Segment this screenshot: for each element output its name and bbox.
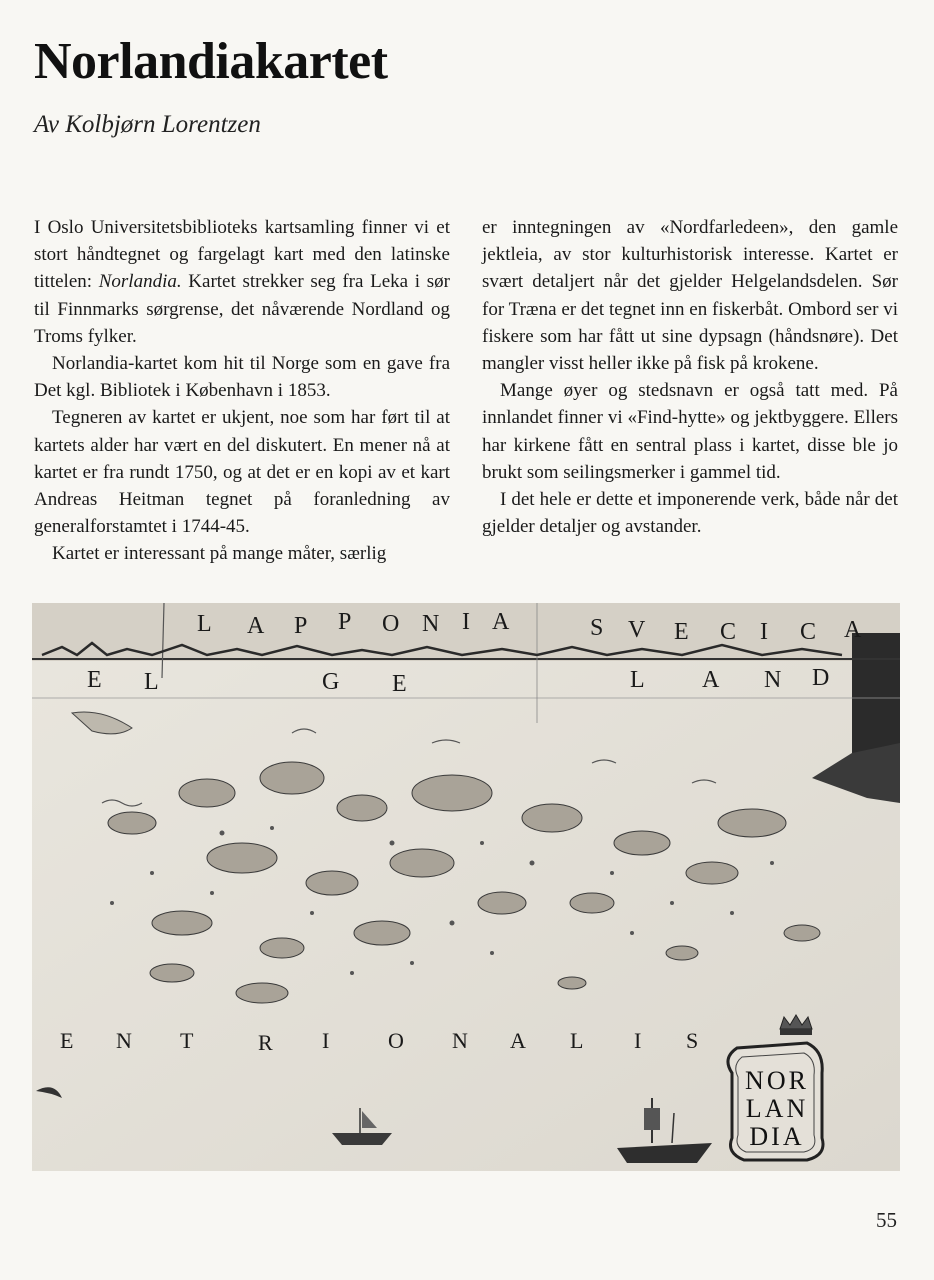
paragraph: er inntegningen av «Nordfarledeen», den gamle jektleia, av stor kulturhistorisk interesse. Kartet er svært detaljert når det gjelder Helgelandsdelen. Sør for Træna er det tegnet inn en fiskerbåt. Ombord ser vi fiskere som har fått ut sine dypsagn (håndsnøre). Det mangler visst heller ikke på fisk på krokene. bbox=[482, 217, 898, 375]
paragraph-text: Kartet strekker seg fra Leka i sør til Finnmarks sørgrense, det nåværende Nordland og Troms fylker. bbox=[34, 271, 450, 347]
map-letter: E bbox=[392, 671, 407, 697]
norlandia-map-image bbox=[32, 603, 900, 1171]
map-letter: O bbox=[388, 1028, 404, 1053]
map-letter: N bbox=[116, 1028, 132, 1053]
map-letter: I bbox=[462, 609, 470, 635]
map-letter: N bbox=[764, 667, 782, 693]
map-letter: I bbox=[760, 619, 768, 645]
cartouche-line: NOR bbox=[745, 1066, 809, 1095]
map-letter: I bbox=[634, 1028, 642, 1053]
paragraph: Mange øyer og stedsnavn er også tatt med. På innlandet finner vi «Find-hytte» og jektbyggere. Ellers har kirkene fått en sentral plass i kartet, disse ble jo brukt som seilingsmerker i gammel tid. bbox=[482, 380, 898, 483]
map-letter: C bbox=[800, 619, 817, 645]
paragraph: I det hele er dette et imponerende verk, både når det gjelder detaljer og avstander. bbox=[482, 489, 898, 538]
map-letter: E bbox=[674, 619, 689, 645]
map-letter: L bbox=[144, 669, 159, 695]
map-letter: D bbox=[812, 665, 830, 691]
page-number: 55 bbox=[876, 1208, 897, 1232]
map-letter: V bbox=[628, 617, 646, 643]
map-letter: E bbox=[87, 667, 102, 693]
cartouche-line: DIA bbox=[749, 1122, 805, 1151]
map-letter: C bbox=[720, 619, 737, 645]
map-letter: O bbox=[382, 611, 400, 637]
cartouche-line: LAN bbox=[745, 1094, 809, 1123]
map-letter: A bbox=[702, 667, 720, 693]
map-letter: I bbox=[322, 1028, 330, 1053]
map-letter: L bbox=[570, 1028, 584, 1053]
map-letter: P bbox=[294, 613, 308, 639]
paragraph-text: I Oslo Universitetsbiblioteks kartsamling finner vi et stort håndtegnet og fargelagt kart med den latinske tittelen: bbox=[34, 217, 450, 293]
map-letter: T bbox=[180, 1028, 194, 1053]
map-letter: S bbox=[686, 1028, 699, 1053]
map-letter: L bbox=[630, 667, 645, 693]
map-letter: N bbox=[452, 1028, 468, 1053]
paragraph: Tegneren av kartet er ukjent, noe som har ført til at kartets alder har vært en del diskutert. En mener nå at kartet er fra rundt 1750, og at det er en kopi av et kart Andreas Heitman tegnet på foranledning av generalforstamtet i 1744-45. bbox=[34, 407, 450, 538]
map-letter: G bbox=[322, 669, 340, 695]
map-letter: A bbox=[510, 1028, 526, 1053]
map-title-italic: Norlandia. bbox=[98, 271, 182, 293]
map-letter: A bbox=[247, 613, 265, 639]
paragraph: Kartet er interessant på mange måter, særlig bbox=[52, 543, 387, 565]
text-column-left bbox=[34, 214, 450, 568]
paragraph: Norlandia-kartet kom hit til Norge som en gave fra Det kgl. Bibliotek i København i 1853. bbox=[34, 353, 450, 402]
map-letter: S bbox=[590, 615, 604, 641]
map-letter: A bbox=[844, 617, 862, 643]
text-column-right bbox=[482, 214, 898, 540]
article-title: Norlandiakartet bbox=[34, 33, 388, 90]
article-byline: Av Kolbjørn Lorentzen bbox=[34, 111, 261, 138]
map-letter: R bbox=[258, 1030, 273, 1055]
map-letter: N bbox=[422, 611, 440, 637]
map-letter: E bbox=[60, 1028, 74, 1053]
crown-icon bbox=[780, 1015, 812, 1035]
map-letter: A bbox=[492, 609, 510, 635]
map-letter: L bbox=[197, 611, 212, 637]
paragraph bbox=[34, 214, 450, 350]
map-letter: P bbox=[338, 609, 352, 635]
